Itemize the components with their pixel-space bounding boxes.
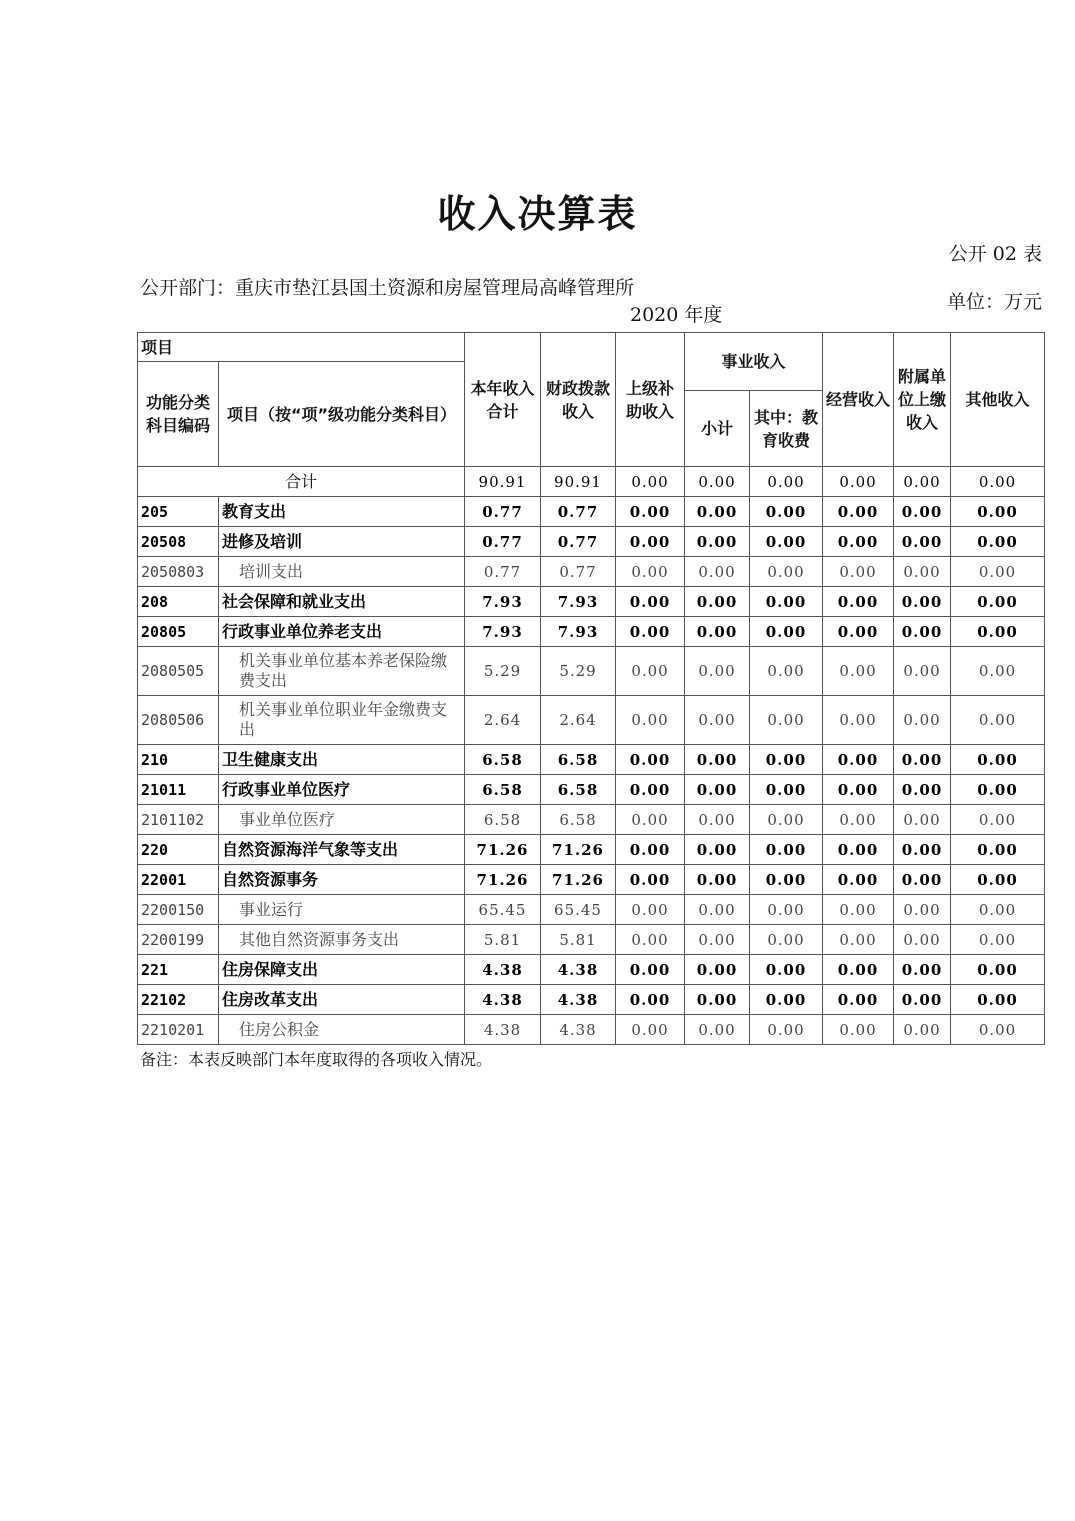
- row-value: 0.00: [823, 865, 894, 895]
- row-value: 0.00: [894, 745, 951, 775]
- row-value: 0.00: [750, 835, 823, 865]
- row-value: 0.00: [894, 467, 951, 497]
- row-value: 0.00: [685, 775, 750, 805]
- row-name: 合计: [138, 467, 465, 497]
- row-value: 0.00: [616, 647, 685, 696]
- header-superior: 上级补助收入: [616, 333, 685, 467]
- row-value: 0.00: [894, 805, 951, 835]
- row-value: 0.00: [685, 955, 750, 985]
- row-value: 90.91: [465, 467, 541, 497]
- row-value: 0.00: [951, 895, 1045, 925]
- row-value: 65.45: [541, 895, 616, 925]
- row-name: 社会保障和就业支出: [219, 587, 465, 617]
- row-value: 0.00: [685, 895, 750, 925]
- row-value: 0.00: [951, 617, 1045, 647]
- table-row: [138, 955, 1045, 985]
- row-name: 卫生健康支出: [219, 745, 465, 775]
- row-value: 0.00: [894, 835, 951, 865]
- row-value: 0.00: [951, 497, 1045, 527]
- row-value: 0.00: [616, 955, 685, 985]
- row-value: 0.00: [894, 497, 951, 527]
- header-code: 功能分类科目编码: [138, 362, 219, 467]
- row-name: 自然资源事务: [219, 865, 465, 895]
- row-value: 0.77: [465, 497, 541, 527]
- row-name: 事业单位医疗: [219, 805, 465, 835]
- row-value: 0.00: [894, 925, 951, 955]
- table-row: [138, 696, 1045, 745]
- unit-label: 单位：万元: [946, 291, 1042, 313]
- row-value: 0.00: [685, 696, 750, 745]
- header-total-income: 本年收入合计: [465, 333, 541, 467]
- row-value: 6.58: [541, 775, 616, 805]
- row-code: 20508: [138, 527, 219, 557]
- row-value: 4.38: [541, 1015, 616, 1045]
- table-row: [138, 557, 1045, 587]
- row-code: 220: [138, 835, 219, 865]
- row-value: 0.00: [685, 587, 750, 617]
- table-row: [138, 895, 1045, 925]
- row-code: 210: [138, 745, 219, 775]
- row-value: 0.00: [750, 467, 823, 497]
- row-value: 0.00: [823, 955, 894, 985]
- row-value: 0.00: [894, 557, 951, 587]
- table-row: [138, 805, 1045, 835]
- row-value: 5.81: [541, 925, 616, 955]
- row-value: 0.77: [465, 527, 541, 557]
- row-value: 0.00: [951, 557, 1045, 587]
- row-code: 205: [138, 497, 219, 527]
- table-row: [138, 1015, 1045, 1045]
- row-value: 0.00: [616, 865, 685, 895]
- row-value: 0.00: [951, 925, 1045, 955]
- row-name: 进修及培训: [219, 527, 465, 557]
- row-value: 0.00: [951, 587, 1045, 617]
- row-value: 0.00: [823, 925, 894, 955]
- row-value: 2.64: [465, 696, 541, 745]
- row-name: 机关事业单位基本养老保险缴费支出: [219, 647, 465, 696]
- row-value: 71.26: [465, 865, 541, 895]
- row-code: 2101102: [138, 805, 219, 835]
- table-row: [138, 587, 1045, 617]
- row-value: 0.00: [685, 835, 750, 865]
- row-value: 0.00: [685, 497, 750, 527]
- row-name: 机关事业单位职业年金缴费支出: [219, 696, 465, 745]
- row-value: 0.00: [894, 647, 951, 696]
- row-value: 0.00: [750, 696, 823, 745]
- table-row: [138, 865, 1045, 895]
- footnote: 备注：本表反映部门本年度取得的各项收入情况。: [140, 1050, 493, 1069]
- row-name: 事业运行: [219, 895, 465, 925]
- row-value: 0.77: [541, 557, 616, 587]
- row-value: 7.93: [465, 617, 541, 647]
- row-value: 0.00: [750, 617, 823, 647]
- row-value: 0.77: [541, 527, 616, 557]
- table-row: [138, 745, 1045, 775]
- row-value: 0.00: [823, 647, 894, 696]
- page-title: 收入决算表: [437, 191, 638, 236]
- row-value: 0.00: [894, 985, 951, 1015]
- header-item: 项目: [138, 333, 465, 362]
- row-value: 5.81: [465, 925, 541, 955]
- row-value: 0.00: [823, 775, 894, 805]
- row-value: 7.93: [541, 587, 616, 617]
- row-value: 0.00: [951, 467, 1045, 497]
- row-value: 0.00: [894, 696, 951, 745]
- row-value: 7.93: [541, 617, 616, 647]
- row-value: 0.00: [951, 1015, 1045, 1045]
- table-row: [138, 527, 1045, 557]
- row-code: 221: [138, 955, 219, 985]
- row-value: 4.38: [541, 985, 616, 1015]
- row-code: 22102: [138, 985, 219, 1015]
- row-value: 0.00: [894, 1015, 951, 1045]
- header-affiliated: 附属单位上缴收入: [894, 333, 951, 467]
- row-value: 0.00: [823, 527, 894, 557]
- row-value: 0.00: [823, 696, 894, 745]
- row-value: 0.00: [951, 835, 1045, 865]
- row-value: 71.26: [541, 835, 616, 865]
- row-value: 0.00: [616, 617, 685, 647]
- row-value: 0.00: [823, 745, 894, 775]
- row-value: 6.58: [541, 805, 616, 835]
- row-value: 0.77: [541, 497, 616, 527]
- row-name: 教育支出: [219, 497, 465, 527]
- row-value: 0.00: [823, 557, 894, 587]
- row-value: 2.64: [541, 696, 616, 745]
- row-value: 0.00: [894, 617, 951, 647]
- row-value: 0.00: [616, 497, 685, 527]
- row-value: 0.00: [750, 497, 823, 527]
- row-value: 0.00: [823, 1015, 894, 1045]
- table-row: [138, 775, 1045, 805]
- row-value: 0.00: [685, 805, 750, 835]
- row-value: 0.00: [685, 557, 750, 587]
- form-number: 公开 02 表: [948, 243, 1042, 265]
- row-value: 0.00: [951, 955, 1045, 985]
- row-value: 0.77: [465, 557, 541, 587]
- table-row: [138, 467, 1045, 497]
- row-value: 0.00: [750, 925, 823, 955]
- row-name: 自然资源海洋气象等支出: [219, 835, 465, 865]
- row-name: 行政事业单位医疗: [219, 775, 465, 805]
- row-value: 0.00: [616, 835, 685, 865]
- row-value: 6.58: [465, 775, 541, 805]
- row-value: 0.00: [894, 775, 951, 805]
- row-value: 4.38: [465, 955, 541, 985]
- row-code: 2080505: [138, 647, 219, 696]
- row-value: 0.00: [616, 895, 685, 925]
- row-value: 0.00: [951, 647, 1045, 696]
- table-row: [138, 647, 1045, 696]
- row-value: 0.00: [685, 467, 750, 497]
- row-code: 20805: [138, 617, 219, 647]
- row-value: 0.00: [685, 985, 750, 1015]
- row-code: 208: [138, 587, 219, 617]
- row-value: 0.00: [616, 985, 685, 1015]
- row-value: 90.91: [541, 467, 616, 497]
- row-code: 22001: [138, 865, 219, 895]
- row-value: 0.00: [894, 895, 951, 925]
- row-value: 0.00: [951, 775, 1045, 805]
- table-row: [138, 925, 1045, 955]
- header-business: 事业收入: [685, 333, 823, 391]
- row-code: 2080506: [138, 696, 219, 745]
- row-value: 0.00: [750, 647, 823, 696]
- row-value: 0.00: [823, 497, 894, 527]
- row-value: 0.00: [823, 985, 894, 1015]
- row-value: 4.38: [465, 1015, 541, 1045]
- row-value: 0.00: [750, 775, 823, 805]
- row-value: 6.58: [541, 745, 616, 775]
- row-code: 2200150: [138, 895, 219, 925]
- row-code: 2210201: [138, 1015, 219, 1045]
- row-code: 2200199: [138, 925, 219, 955]
- header-other: 其他收入: [951, 333, 1045, 467]
- table-row: [138, 497, 1045, 527]
- row-value: 0.00: [616, 805, 685, 835]
- header-edu-fee: 其中：教育收费: [750, 391, 823, 467]
- row-value: 71.26: [465, 835, 541, 865]
- row-name: 住房改革支出: [219, 985, 465, 1015]
- table-body: [138, 467, 1045, 1045]
- row-value: 0.00: [750, 985, 823, 1015]
- row-value: 0.00: [685, 745, 750, 775]
- row-value: 0.00: [616, 745, 685, 775]
- row-value: 0.00: [750, 955, 823, 985]
- row-value: 0.00: [894, 865, 951, 895]
- row-name: 行政事业单位养老支出: [219, 617, 465, 647]
- row-name: 其他自然资源事务支出: [219, 925, 465, 955]
- header-fiscal: 财政拨款收入: [541, 333, 616, 467]
- row-value: 6.58: [465, 805, 541, 835]
- row-value: 0.00: [616, 587, 685, 617]
- row-value: 0.00: [951, 865, 1045, 895]
- income-table: [137, 332, 1045, 1045]
- header-name: 项目（按“项”级功能分类科目）: [219, 362, 465, 467]
- row-value: 0.00: [616, 696, 685, 745]
- row-value: 0.00: [951, 805, 1045, 835]
- row-value: 0.00: [685, 527, 750, 557]
- row-value: 0.00: [616, 1015, 685, 1045]
- row-value: 71.26: [541, 865, 616, 895]
- row-value: 0.00: [894, 587, 951, 617]
- row-value: 0.00: [685, 1015, 750, 1045]
- row-value: 0.00: [894, 955, 951, 985]
- row-value: 0.00: [750, 865, 823, 895]
- row-value: 0.00: [616, 557, 685, 587]
- year-label: 2020 年度: [630, 304, 723, 326]
- row-value: 0.00: [750, 1015, 823, 1045]
- row-value: 65.45: [465, 895, 541, 925]
- row-value: 0.00: [823, 587, 894, 617]
- row-value: 0.00: [750, 527, 823, 557]
- row-value: 4.38: [541, 955, 616, 985]
- row-value: 0.00: [823, 835, 894, 865]
- row-value: 0.00: [750, 557, 823, 587]
- row-name: 培训支出: [219, 557, 465, 587]
- row-code: 21011: [138, 775, 219, 805]
- row-value: 0.00: [685, 647, 750, 696]
- row-name: 住房公积金: [219, 1015, 465, 1045]
- row-value: 0.00: [685, 865, 750, 895]
- row-value: 0.00: [823, 895, 894, 925]
- row-value: 0.00: [750, 895, 823, 925]
- row-value: 0.00: [750, 587, 823, 617]
- row-value: 0.00: [951, 527, 1045, 557]
- row-value: 0.00: [616, 467, 685, 497]
- header-subtotal: 小计: [685, 391, 750, 467]
- row-value: 0.00: [750, 745, 823, 775]
- row-value: 6.58: [465, 745, 541, 775]
- row-value: 5.29: [541, 647, 616, 696]
- table-row: [138, 617, 1045, 647]
- row-value: 0.00: [685, 617, 750, 647]
- department-label: 公开部门：重庆市垫江县国土资源和房屋管理局高峰管理所: [140, 277, 635, 299]
- row-name: 住房保障支出: [219, 955, 465, 985]
- row-value: 0.00: [951, 985, 1045, 1015]
- row-value: 0.00: [685, 925, 750, 955]
- row-value: 0.00: [616, 775, 685, 805]
- row-value: 0.00: [894, 527, 951, 557]
- row-value: 0.00: [951, 745, 1045, 775]
- table-header: [138, 333, 1045, 467]
- row-value: 0.00: [823, 617, 894, 647]
- row-value: 0.00: [616, 925, 685, 955]
- row-value: 0.00: [616, 527, 685, 557]
- row-value: 4.38: [465, 985, 541, 1015]
- row-value: 0.00: [951, 696, 1045, 745]
- row-code: 2050803: [138, 557, 219, 587]
- row-value: 5.29: [465, 647, 541, 696]
- table-row: [138, 835, 1045, 865]
- row-value: 0.00: [750, 805, 823, 835]
- row-value: 0.00: [823, 805, 894, 835]
- row-value: 7.93: [465, 587, 541, 617]
- row-value: 0.00: [823, 467, 894, 497]
- header-operating: 经营收入: [823, 333, 894, 467]
- table-row: [138, 985, 1045, 1015]
